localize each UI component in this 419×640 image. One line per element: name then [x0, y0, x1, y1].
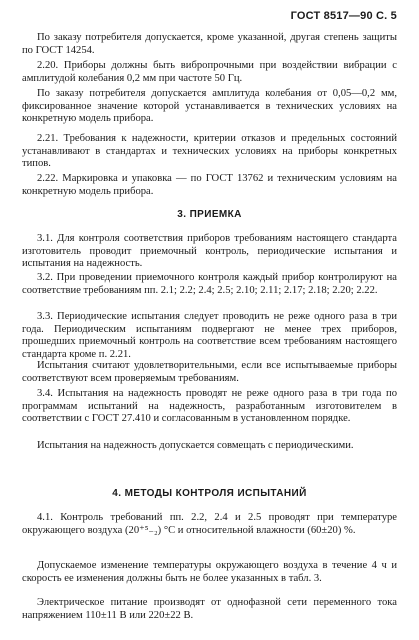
paragraph-2-22: 2.22. Маркировка и упаковка — по ГОСТ 13762 и техническим условиям на конкретную модель прибора. — [22, 173, 397, 197]
document-page — [22, 0, 397, 640]
paragraph-2-20: 2.20. Приборы должны быть вибропрочными при воздействии вибрации с амплитудой колебания 0,2 мм при частоте 50 Гц. — [22, 60, 397, 84]
section-heading-3: 3. ПРИЕМКА — [177, 209, 242, 220]
paragraph-3-3: 3.3. Периодические испытания следует проводить не реже одного раза в три года. Периодическим испытаниям подвергают не менее трех приборов, прошедших приемочный контроль на соответствие всем требованиям настоящего стандарта кроме п. 2.21. — [22, 311, 397, 360]
paragraph-3-1: 3.1. Для контроля соответствия приборов требованиям настоящего стандарта изготовитель проводит приемочный контроль, периодические испытания и испытания на надежность. — [22, 233, 397, 270]
paragraph-3-2: 3.2. При проведении приемочного контроля каждый прибор контролируют на соответствие требованиям пп. 2.1; 2.2; 2.4; 2.5; 2.10; 2.11; 2.17; 2.18; 2.20; 2.22. — [22, 272, 397, 296]
paragraph-satisfactory: Испытания считают удовлетворительными, если все испытываемые приборы соответствуют всем проверяемым требованиям. — [22, 360, 397, 384]
paragraph-power-supply: Электрическое питание производят от однофазной сети переменного тока напряжением 110±11 В или 220±22 В. — [22, 597, 397, 621]
paragraph-amplitude: По заказу потребителя допускается амплитуда колебания от 0,05—0,2 мм, фиксированное значение которой устанавливается в технических условиях на конкретную модель прибора. — [22, 88, 397, 125]
paragraph-temperature: Допускаемое изменение температуры окружающего воздуха в течение 4 ч и скорость ее изменения должны быть не более указанных в табл. 3. — [22, 560, 397, 584]
paragraph-3-4: 3.4. Испытания на надежность проводят не реже одного раза в три года по программам испытаний на надежность, разработанным изготовителем в соответствии с ГОСТ 27.410 и согласованным в установленном порядке. — [22, 388, 397, 425]
paragraph-2-21: 2.21. Требования к надежности, критерии отказов и предельных состояний устанавливают в стандартах и технических условиях на приборы конкретных типов. — [22, 133, 397, 170]
section-heading-4: 4. МЕТОДЫ КОНТРОЛЯ ИСПЫТАНИЙ — [112, 488, 307, 499]
paragraph-protection: По заказу потребителя допускается, кроме указанной, другая степень защиты по ГОСТ 14254. — [22, 32, 397, 56]
page-header: ГОСТ 8517—90 С. 5 — [290, 10, 397, 22]
paragraph-combine: Испытания на надежность допускается совмещать с периодическими. — [37, 440, 354, 451]
paragraph-4-1: 4.1. Контроль требований пп. 2.2, 2.4 и 2.5 проводят при температуре окружающего воздуха (20⁺⁵₋₂) °С и относительной влажности (60±20) %. — [22, 512, 397, 536]
